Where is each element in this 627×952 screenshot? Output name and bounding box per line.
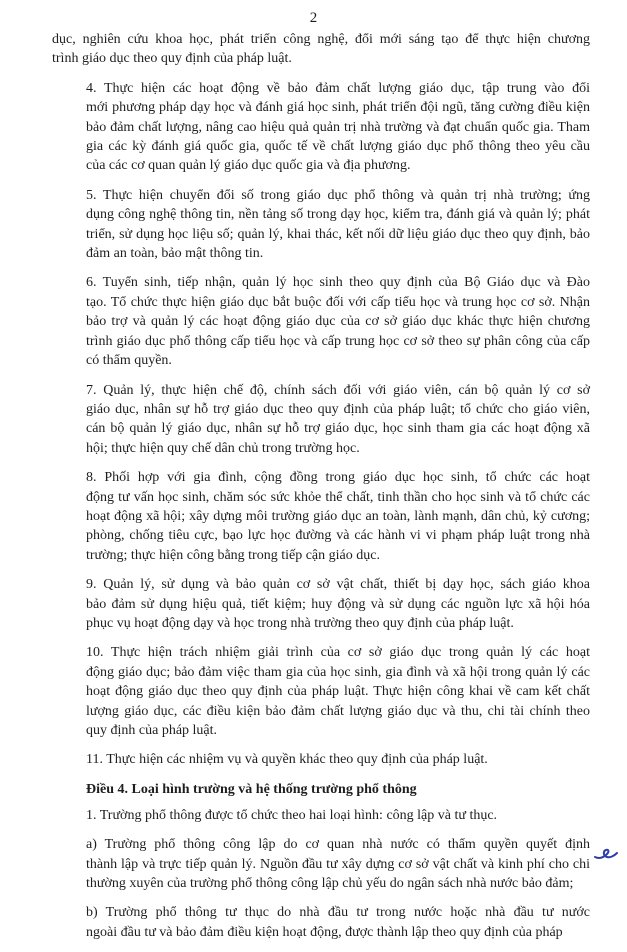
paragraph (52, 381, 590, 459)
text-line: 10. Thực hiện trách nhiệm giải trình của cơ sở giáo dục trong quản lý các hoạt (86, 645, 590, 661)
text-line: cán bộ quản lý giáo dục, nhân sự hỗ trợ giáo dục, học sinh tham gia các hoạt động xã (86, 421, 590, 437)
text-line: gia các kỳ đánh giá quốc gia, quốc tế về chất lượng giáo dục phổ thông theo yêu cầu (86, 139, 590, 155)
text-line: của các cơ quan quản lý giáo dục quốc gia và địa phương. (86, 158, 411, 174)
text-line: giáo dục, nhân sự hỗ trợ giáo dục theo quy định của pháp luật; tổ chức cho giáo viên, (86, 401, 590, 417)
text-line: hội; thực hiện quy chế dân chủ trong trường học. (86, 440, 360, 456)
text-line: quy định của pháp luật. (86, 723, 218, 738)
text-line: dục, nghiên cứu khoa học, phát triển công nghệ, đổi mới sáng tạo để thực hiện chương (52, 32, 590, 47)
text-line: 1. Trường phổ thông được tổ chức theo hai loại hình: công lập và tư thục. (86, 807, 498, 823)
text-line: b) Trường phổ thông tư thục do nhà đầu tư trong nước hoặc nhà đầu tư nước (86, 905, 590, 921)
text-line: bảo trợ và quản lý các hoạt động giáo dục của cơ sở giáo dục khác thực hiện chương (86, 314, 590, 330)
text-line: thành lập và trực tiếp quản lý. Nguồn đầu tư xây dựng cơ sở vật chất và kinh phí cho chi (86, 856, 590, 872)
text-line: 6. Tuyển sinh, tiếp nhận, quản lý học sinh theo quy định của Bộ Giáo dục và Đào (86, 275, 590, 291)
paragraph (52, 806, 590, 825)
text-line: triển, sử dụng học liệu số; quản lý, khai thác, kết nối dữ liệu giáo dục theo quy định, bảo (86, 226, 590, 242)
text-line: có thẩm quyền. (86, 353, 172, 369)
paragraph (52, 750, 590, 769)
text-line: bảo đảm sử dụng hiệu quả, tiết kiệm; huy động và sử dụng các nguồn lực xã hội hóa (86, 596, 590, 612)
paragraph (52, 903, 590, 942)
text-line: tạo. Tổ chức thực hiện giáo dục bắt buộc đối với cấp tiểu học và trung học cơ sở. Nhận (86, 294, 590, 310)
document-body (52, 30, 590, 952)
article4-heading: Điều 4. Loại hình trường và hệ thống trường phổ thông (86, 781, 417, 797)
text-line: ngoài đầu tư và bảo đảm điều kiện hoạt động, được thành lập theo quy định của pháp (86, 924, 563, 940)
text-line: hoạt động xã hội; xây dựng môi trường giáo dục an toàn, lành mạnh, dân chủ, kỷ cương; (86, 508, 590, 524)
paragraph (52, 835, 590, 893)
text-line: thường xuyên của trường phổ thông công lập chủ yếu do ngân sách nhà nước bảo đảm; (86, 876, 574, 892)
text-line: bảo đảm chất lượng, nâng cao hiệu quả quản trị nhà trường và đạt chuẩn quốc gia. Tham (86, 119, 590, 135)
text-line: trường; thực hiện công bằng trong tiếp cận giáo dục. (86, 547, 380, 563)
text-line: 8. Phối hợp với gia đình, cộng đồng trong giáo dục học sinh, tổ chức các hoạt (86, 470, 590, 486)
text-line: lượng giáo dục, các điều kiện bảo đảm chất lượng giáo dục và thu, chi tài chính theo (86, 703, 590, 719)
text-line: dụng công nghệ thông tin, nền tảng số trong dạy học, kiểm tra, đánh giá và quản lý; phát (86, 207, 590, 223)
paragraph (52, 30, 590, 69)
text-line: 5. Thực hiện chuyển đổi số trong giáo dục phổ thông và quản trị nhà trường; ứng (86, 187, 590, 203)
text-line: mới phương pháp dạy học và đánh giá học sinh, phát triển đội ngũ, tăng cường điều kiện (86, 100, 590, 116)
page-number: 2 (309, 10, 318, 26)
paragraph (52, 186, 590, 264)
paragraph (52, 273, 590, 370)
text-line: động tư vấn học sinh, chăm sóc sức khỏe thể chất, tinh thần cho học sinh và tổ chức các (86, 489, 590, 505)
text-line: hoạt động giáo dục theo quy định của pháp luật. Thực hiện công khai về cam kết chất (86, 684, 590, 700)
article4-clauses (52, 806, 590, 942)
text-line: đảm an toàn, bảo mật thông tin. (86, 246, 264, 262)
paragraph (52, 79, 590, 176)
handwritten-initial-mark (591, 840, 619, 862)
text-line: động giáo dục; bảo đảm việc tham gia của học sinh, gia đình và xã hội trong quản lý các (86, 664, 590, 680)
text-line: phòng, chống tiêu cực, bạo lực học đường và các hành vi vi phạm pháp luật trong nhà (86, 528, 590, 544)
text-line: 11. Thực hiện các nhiệm vụ và quyền khác theo quy định của pháp luật. (86, 752, 488, 768)
article3-clauses (52, 30, 590, 770)
text-line: trình giáo dục phổ thông cấp tiểu học và cấp trung học cơ sở theo sự phân công của cấp (86, 333, 590, 349)
paragraph (52, 575, 590, 633)
text-line: phục vụ hoạt động dạy và học trong nhà trường theo quy định của pháp luật. (86, 615, 514, 631)
text-line: 9. Quản lý, sử dụng và bảo quản cơ sở vật chất, thiết bị dạy học, sách giáo khoa (86, 577, 590, 593)
text-line: a) Trường phổ thông công lập do cơ quan nhà nước có thẩm quyền quyết định (86, 837, 590, 853)
paragraph (52, 643, 590, 740)
text-line: 4. Thực hiện các hoạt động về bảo đảm chất lượng giáo dục, tập trung vào đổi (86, 80, 590, 96)
text-line: 7. Quản lý, thực hiện chế độ, chính sách đối với giáo viên, cán bộ quản lý cơ sở (86, 382, 590, 398)
paragraph (52, 468, 590, 565)
text-line: trình giáo dục theo quy định của pháp luật. (52, 51, 292, 67)
